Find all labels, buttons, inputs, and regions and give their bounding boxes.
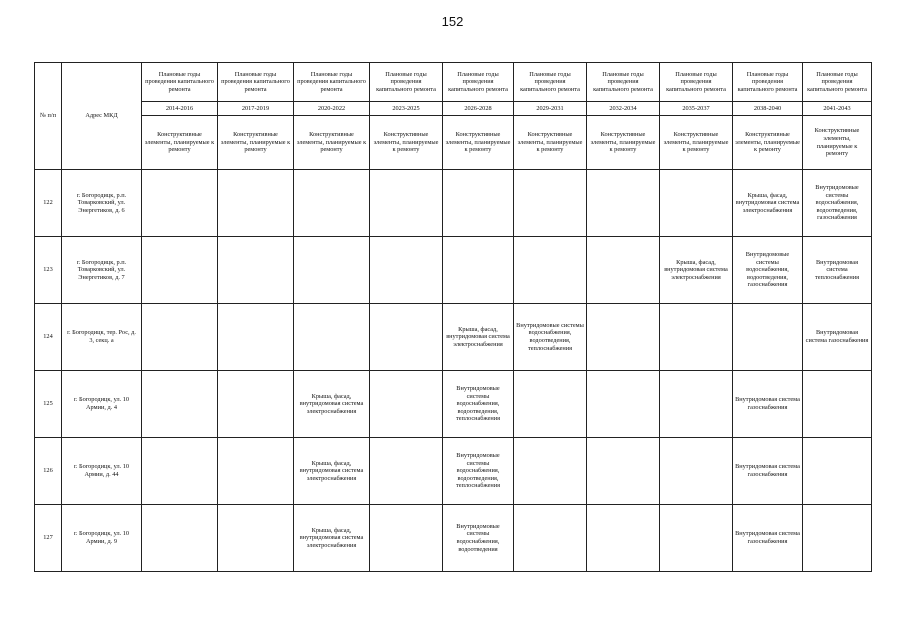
column-header-elements: Конструктивные элементы, планируемые к ремонту	[294, 116, 370, 170]
repair-elements-cell: Внутридомовые системы водоснабжения, водоотведения, газоснабжения	[733, 237, 803, 304]
column-header-period-label: Плановые годы проведения капитального ремонта	[803, 63, 872, 102]
column-header-years: 2023-2025	[370, 102, 443, 116]
table-row	[35, 371, 872, 438]
repair-elements-cell: Внутридомовая система газоснабжения	[733, 438, 803, 505]
repair-elements-cell: Крыша, фасад, внутридомовая система электроснабжения	[294, 505, 370, 572]
repair-elements-cell	[803, 505, 872, 572]
repair-elements-cell	[514, 438, 587, 505]
column-header-period-label: Плановые годы проведения капитального ремонта	[218, 63, 294, 102]
repair-elements-cell: Внутридомовая система теплоснабжения	[803, 237, 872, 304]
row-address: г. Богородицк, ул. 10 Армии, д. 4	[62, 371, 142, 438]
column-header-period-label: Плановые годы проведения капитального ремонта	[142, 63, 218, 102]
repair-elements-cell	[370, 505, 443, 572]
row-number: 125	[35, 371, 62, 438]
row-address: г. Богородицк, р.п. Товарковский, ул. Энергетиков, д. 7	[62, 237, 142, 304]
repair-elements-cell	[218, 304, 294, 371]
column-header-period-label: Плановые годы проведения капитального ремонта	[660, 63, 733, 102]
repair-elements-cell	[142, 304, 218, 371]
repair-elements-cell	[660, 371, 733, 438]
repair-elements-cell	[514, 170, 587, 237]
column-header-period-label: Плановые годы проведения капитального ремонта	[370, 63, 443, 102]
row-address: г. Богородицк, ул. 10 Армии, д. 44	[62, 438, 142, 505]
row-address: г. Богородицк, р.п. Товарковский, ул. Энергетиков, д. 6	[62, 170, 142, 237]
column-header-elements: Конструктивные элементы, планируемые к ремонту	[370, 116, 443, 170]
column-header-elements: Конструктивные элементы, планируемые к ремонту	[660, 116, 733, 170]
repair-elements-cell: Внутридомовые системы водоснабжения, водоотведения, теплоснабжения	[443, 371, 514, 438]
repair-elements-cell	[660, 170, 733, 237]
repair-elements-cell	[370, 237, 443, 304]
repair-elements-cell	[587, 170, 660, 237]
column-header-period-label: Плановые годы проведения капитального ремонта	[443, 63, 514, 102]
table-body	[35, 63, 872, 572]
repair-elements-cell	[294, 170, 370, 237]
row-number: 126	[35, 438, 62, 505]
column-header-address: Адрес МКД	[62, 63, 142, 170]
repair-elements-cell	[514, 371, 587, 438]
column-header-elements: Конструктивные элементы, планируемые к ремонту	[733, 116, 803, 170]
page-number: 152	[441, 14, 464, 29]
repair-elements-cell: Внутридомовые системы водоснабжения, водоотведения, теплоснабжения	[443, 438, 514, 505]
repair-elements-cell	[142, 237, 218, 304]
repair-elements-cell	[587, 505, 660, 572]
column-header-years: 2020-2022	[294, 102, 370, 116]
column-header-years: 2026-2028	[443, 102, 514, 116]
row-number: 127	[35, 505, 62, 572]
column-header-period-label: Плановые годы проведения капитального ремонта	[587, 63, 660, 102]
column-header-period-label: Плановые годы проведения капитального ремонта	[733, 63, 803, 102]
header-row-years	[35, 102, 872, 116]
repair-elements-cell: Крыша, фасад, внутридомовая система электроснабжения	[294, 371, 370, 438]
header-row-periods	[35, 63, 872, 102]
repair-elements-cell	[142, 438, 218, 505]
repair-elements-cell	[443, 237, 514, 304]
repair-elements-cell: Внутридомовая система газоснабжения	[733, 371, 803, 438]
repair-elements-cell	[443, 170, 514, 237]
column-header-elements: Конструктивные элементы, планируемые к ремонту	[443, 116, 514, 170]
repair-elements-cell	[587, 237, 660, 304]
repair-elements-cell	[370, 304, 443, 371]
repair-elements-cell	[218, 371, 294, 438]
column-header-years: 2029-2031	[514, 102, 587, 116]
repair-elements-cell	[142, 371, 218, 438]
column-header-elements: Конструктивные элементы, планируемые к ремонту	[142, 116, 218, 170]
column-header-years: 2017-2019	[218, 102, 294, 116]
column-header-years: 2041-2043	[803, 102, 872, 116]
repair-elements-cell	[370, 170, 443, 237]
repair-elements-cell	[218, 505, 294, 572]
repair-elements-cell	[587, 438, 660, 505]
column-header-period-label: Плановые годы проведения капитального ремонта	[514, 63, 587, 102]
repair-elements-cell	[514, 237, 587, 304]
table-row	[35, 505, 872, 572]
repair-elements-cell	[587, 304, 660, 371]
column-header-years: 2035-2037	[660, 102, 733, 116]
repair-elements-cell	[803, 438, 872, 505]
repair-elements-cell	[803, 371, 872, 438]
repair-elements-cell	[660, 505, 733, 572]
repair-elements-cell	[294, 304, 370, 371]
repair-elements-cell	[218, 438, 294, 505]
row-number: 124	[35, 304, 62, 371]
row-address: г. Богородицк, тер. Рос, д. 3, секц. а	[62, 304, 142, 371]
column-header-period-label: Плановые годы проведения капитального ремонта	[294, 63, 370, 102]
repair-elements-cell	[660, 438, 733, 505]
repair-elements-cell	[294, 237, 370, 304]
repair-elements-cell: Крыша, фасад, внутридомовая система электроснабжения	[443, 304, 514, 371]
repair-elements-cell	[514, 505, 587, 572]
repair-elements-cell	[370, 438, 443, 505]
column-header-years: 2032-2034	[587, 102, 660, 116]
column-header-elements: Конструктивные элементы, планируемые к ремонту	[803, 116, 872, 170]
repair-elements-cell: Внутридомовая система газоснабжения	[803, 304, 872, 371]
table-row	[35, 237, 872, 304]
repair-elements-cell	[142, 170, 218, 237]
repair-elements-cell	[660, 304, 733, 371]
column-header-number: № п/п	[35, 63, 62, 170]
header-row-elements	[35, 116, 872, 170]
table-row	[35, 170, 872, 237]
repair-elements-cell: Крыша, фасад, внутридомовая система электроснабжения	[660, 237, 733, 304]
capital-repair-plan-table	[34, 62, 872, 572]
column-header-elements: Конструктивные элементы, планируемые к ремонту	[514, 116, 587, 170]
column-header-elements: Конструктивные элементы, планируемые к ремонту	[587, 116, 660, 170]
repair-elements-cell: Внутридомовая система газоснабжения	[733, 505, 803, 572]
repair-elements-cell: Крыша, фасад, внутридомовая система электроснабжения	[294, 438, 370, 505]
repair-elements-cell	[142, 505, 218, 572]
repair-elements-cell	[218, 170, 294, 237]
repair-elements-cell: Внутридомовые системы водоснабжения, водоотведения, газоснабжения	[803, 170, 872, 237]
table-row	[35, 304, 872, 371]
column-header-years: 2038-2040	[733, 102, 803, 116]
repair-elements-cell: Внутридомовые системы водоснабжения, водоотведения	[443, 505, 514, 572]
repair-elements-cell: Крыша, фасад, внутридомовая система электроснабжения	[733, 170, 803, 237]
row-number: 122	[35, 170, 62, 237]
column-header-elements: Конструктивные элементы, планируемые к ремонту	[218, 116, 294, 170]
repair-elements-cell	[370, 371, 443, 438]
repair-elements-cell	[587, 371, 660, 438]
column-header-years: 2014-2016	[142, 102, 218, 116]
repair-elements-cell: Внутридомовые системы водоснабжения, водоотведения, теплоснабжения	[514, 304, 587, 371]
repair-elements-cell	[218, 237, 294, 304]
row-address: г. Богородицк, ул. 10 Армии, д. 9	[62, 505, 142, 572]
row-number: 123	[35, 237, 62, 304]
table-row	[35, 438, 872, 505]
repair-elements-cell	[733, 304, 803, 371]
